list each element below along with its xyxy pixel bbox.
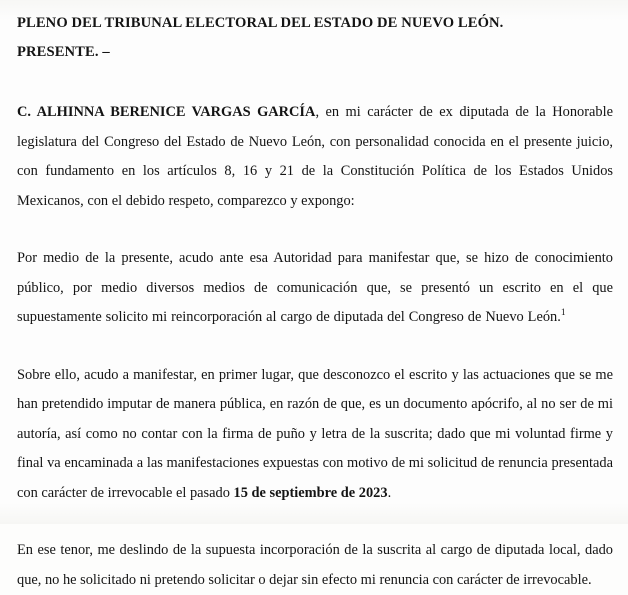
- heading-line-presente: PRESENTE. –: [17, 44, 110, 60]
- spacer-after-heading: [17, 67, 613, 98]
- footnote-reference-1: 1: [560, 308, 566, 319]
- paragraph-public-knowledge-text: Por medio de la presente, acudo ante esa Autoridad para manifestar que, se hizo de conocimiento público, por medio diversos medios de comunicación que, se presentó un escrito en el que supuestamente solicito mi reincorporación al cargo de diputada del Congreso de Nuevo León.: [17, 250, 613, 325]
- paragraph-disavowal-text-end: .: [387, 484, 392, 501]
- spacer-after-paragraph-3: [17, 508, 613, 536]
- paragraph-public-knowledge: [17, 244, 613, 333]
- declarant-name: C. ALHINNA BERENICE VARGAS GARCÍA: [17, 104, 316, 120]
- resignation-date: 15 de septiembre de 2023: [233, 484, 388, 501]
- document-body: [17, 0, 613, 595]
- paragraph-appearance-text: , en mi carácter de ex diputada de la Honorable legislatura del Congreso del Estado de Nuevo León, con personalidad conocida en el presente juicio, con fundamento en los artículos 8, 16 y 21 de la Constitución Política de los Estados Unidos Mexicanos, con el debido respeto, comparezco y expongo:: [17, 104, 613, 209]
- addressee-heading: [17, 9, 613, 67]
- paragraph-appearance: [17, 98, 613, 216]
- paragraph-separation: [17, 536, 613, 595]
- paragraph-disavowal-text: Sobre ello, acudo a manifestar, en primer lugar, que desconozco el escrito y las actuaciones que se me han pretendido imputar de manera pública, en razón de que, es un documento apócrifo, al no ser de mi autoría, así como no contar con la firma de puño y letra de la suscrita; dado que mi voluntad firme y final va encaminada a las manifestaciones expuestas con motivo de mi solicitud de renuncia presentada con carácter de irrevocable el pasado: [17, 366, 613, 501]
- paragraph-separation-text: En ese tenor, me deslindo de la supuesta incorporación de la suscrita al cargo de diputada local, dado que, no he solicitado ni pretendo solicitar o dejar sin efecto mi renuncia con carácter de irrevocable.: [17, 542, 613, 588]
- heading-line-tribunal: PLENO DEL TRIBUNAL ELECTORAL DEL ESTADO DE NUEVO LEÓN.: [17, 15, 504, 31]
- spacer-after-paragraph-2: [17, 333, 613, 361]
- paragraph-disavowal: [17, 361, 613, 509]
- spacer-after-paragraph-1: [17, 216, 613, 244]
